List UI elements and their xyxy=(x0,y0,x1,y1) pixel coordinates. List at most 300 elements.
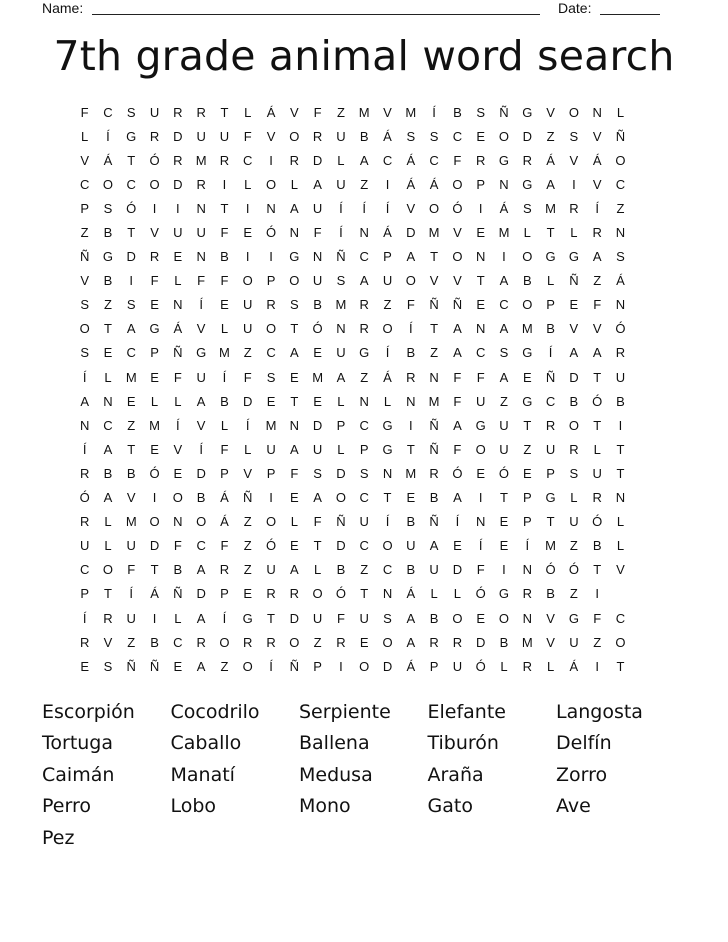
grid-letter[interactable]: C xyxy=(243,152,253,168)
grid-letter[interactable]: Z xyxy=(80,225,89,241)
grid-letter[interactable]: C xyxy=(382,152,393,168)
grid-letter[interactable]: Ñ xyxy=(126,658,136,674)
grid-letter[interactable]: F xyxy=(453,441,462,457)
grid-letter[interactable]: I xyxy=(595,586,599,602)
grid-letter[interactable]: Ó xyxy=(312,321,323,337)
grid-letter[interactable]: I xyxy=(478,490,483,506)
grid-letter[interactable]: R xyxy=(149,128,160,144)
grid-letter[interactable]: T xyxy=(267,610,275,626)
grid-letter[interactable]: C xyxy=(266,345,276,361)
grid-letter[interactable]: N xyxy=(196,200,206,216)
grid-letter[interactable]: D xyxy=(336,465,346,481)
grid-letter[interactable]: T xyxy=(476,273,485,289)
grid-letter[interactable]: R xyxy=(522,586,532,602)
grid-letter[interactable]: B xyxy=(522,273,532,289)
grid-letter[interactable]: L xyxy=(500,658,508,674)
grid-letter[interactable]: Í xyxy=(269,658,273,674)
grid-letter[interactable]: R xyxy=(592,490,602,506)
grid-letter[interactable]: U xyxy=(196,225,206,241)
grid-letter[interactable]: R xyxy=(359,297,369,313)
grid-letter[interactable]: D xyxy=(149,538,160,554)
grid-letter[interactable]: E xyxy=(150,297,159,313)
grid-letter[interactable]: Z xyxy=(313,634,322,650)
grid-letter[interactable]: F xyxy=(593,297,602,313)
grid-letter[interactable]: G xyxy=(196,345,207,361)
grid-letter[interactable]: T xyxy=(523,417,532,433)
grid-letter[interactable]: E xyxy=(499,538,509,554)
grid-letter[interactable]: O xyxy=(79,321,90,337)
grid-letter[interactable]: R xyxy=(79,465,90,481)
grid-letter[interactable]: L xyxy=(104,369,112,385)
grid-letter[interactable]: M xyxy=(405,465,417,481)
grid-letter[interactable]: C xyxy=(79,176,90,192)
grid-letter[interactable]: Z xyxy=(546,128,555,144)
grid-letter[interactable]: U xyxy=(219,128,230,144)
grid-letter[interactable]: P xyxy=(313,658,322,674)
grid-letter[interactable]: E xyxy=(173,465,183,481)
grid-letter[interactable]: E xyxy=(220,297,229,313)
grid-letter[interactable]: O xyxy=(289,273,300,289)
grid-letter[interactable]: R xyxy=(173,152,183,168)
grid-letter[interactable]: I xyxy=(572,176,576,192)
grid-letter[interactable]: Ó xyxy=(149,465,160,481)
grid-letter[interactable]: U xyxy=(149,104,160,120)
grid-letter[interactable]: G xyxy=(522,104,533,120)
grid-letter[interactable]: N xyxy=(266,200,276,216)
grid-letter[interactable]: T xyxy=(593,369,602,385)
grid-letter[interactable]: Z xyxy=(127,417,136,433)
grid-letter[interactable]: Ñ xyxy=(569,273,579,289)
grid-letter[interactable]: B xyxy=(546,586,555,602)
grid-letter[interactable]: I xyxy=(152,490,157,506)
grid-letter[interactable]: G xyxy=(289,249,300,265)
grid-letter[interactable]: G xyxy=(545,249,556,265)
grid-letter[interactable]: G xyxy=(382,417,393,433)
grid-letter[interactable]: B xyxy=(592,538,602,554)
grid-letter[interactable]: P xyxy=(150,345,159,361)
grid-letter[interactable]: S xyxy=(80,345,89,361)
grid-letter[interactable]: R xyxy=(103,610,113,626)
grid-letter[interactable]: U xyxy=(126,610,136,626)
grid-letter[interactable]: I xyxy=(408,417,413,433)
grid-letter[interactable]: R xyxy=(79,634,90,650)
grid-letter[interactable]: C xyxy=(103,104,113,120)
grid-letter[interactable]: U xyxy=(312,273,323,289)
grid-letter[interactable]: R xyxy=(219,152,230,168)
grid-letter[interactable]: I xyxy=(339,658,343,674)
grid-letter[interactable]: B xyxy=(359,128,369,144)
grid-letter[interactable]: A xyxy=(289,441,299,457)
grid-letter[interactable]: O xyxy=(382,634,393,650)
grid-letter[interactable]: E xyxy=(476,128,486,144)
grid-letter[interactable]: U xyxy=(452,658,463,674)
grid-letter[interactable]: N xyxy=(336,321,346,337)
grid-letter[interactable]: T xyxy=(127,441,136,457)
grid-letter[interactable]: M xyxy=(312,369,324,385)
grid-letter[interactable]: V xyxy=(592,176,602,192)
grid-letter[interactable]: F xyxy=(406,297,415,313)
grid-letter[interactable]: T xyxy=(383,490,392,506)
grid-letter[interactable]: M xyxy=(545,200,556,216)
grid-letter[interactable]: R xyxy=(289,586,300,602)
grid-letter[interactable]: F xyxy=(220,538,229,554)
grid-letter[interactable]: N xyxy=(476,321,486,337)
grid-letter[interactable]: L xyxy=(290,176,298,192)
grid-letter[interactable]: L xyxy=(244,104,252,120)
grid-letter[interactable]: A xyxy=(289,200,299,216)
grid-letter[interactable]: R xyxy=(266,586,276,602)
grid-letter[interactable]: L xyxy=(150,393,159,409)
grid-letter[interactable]: E xyxy=(522,465,532,481)
grid-letter[interactable]: U xyxy=(196,369,206,385)
grid-letter[interactable]: N xyxy=(289,417,300,433)
grid-letter[interactable]: C xyxy=(359,538,369,554)
grid-letter[interactable]: U xyxy=(359,514,369,530)
grid-letter[interactable]: Á xyxy=(383,369,392,385)
grid-letter[interactable]: R xyxy=(196,104,206,120)
grid-letter[interactable]: B xyxy=(173,562,183,578)
grid-letter[interactable]: D xyxy=(173,128,183,144)
grid-letter[interactable]: L xyxy=(523,225,531,241)
grid-letter[interactable]: O xyxy=(429,200,440,216)
grid-letter[interactable]: B xyxy=(103,273,113,289)
grid-letter[interactable]: O xyxy=(335,490,346,506)
grid-letter[interactable]: S xyxy=(313,465,322,481)
grid-letter[interactable]: Z xyxy=(127,634,136,650)
grid-letter[interactable]: L xyxy=(174,273,182,289)
grid-letter[interactable]: Z xyxy=(430,345,439,361)
grid-letter[interactable]: Á xyxy=(220,490,229,506)
grid-letter[interactable]: M xyxy=(498,225,510,241)
grid-letter[interactable]: G xyxy=(498,586,510,602)
grid-letter[interactable]: N xyxy=(359,393,369,409)
grid-letter[interactable]: R xyxy=(79,514,90,530)
grid-letter[interactable]: R xyxy=(569,200,579,216)
grid-letter[interactable]: U xyxy=(499,417,509,433)
grid-letter[interactable]: F xyxy=(220,441,229,457)
grid-letter[interactable]: F xyxy=(453,152,462,168)
grid-letter[interactable]: O xyxy=(475,441,486,457)
grid-letter[interactable]: Ñ xyxy=(429,514,439,530)
grid-letter[interactable]: Ó xyxy=(265,538,277,554)
grid-letter[interactable]: Ñ xyxy=(429,417,439,433)
grid-letter[interactable]: F xyxy=(173,538,182,554)
grid-letter[interactable]: Í xyxy=(339,225,343,241)
grid-letter[interactable]: A xyxy=(359,273,369,289)
grid-letter[interactable]: Í xyxy=(82,610,87,626)
grid-letter[interactable]: A xyxy=(453,490,462,506)
grid-letter[interactable]: P xyxy=(522,514,532,530)
grid-letter[interactable]: Í xyxy=(432,104,436,120)
grid-letter[interactable]: Ó xyxy=(545,562,556,578)
grid-letter[interactable]: S xyxy=(103,200,113,216)
grid-letter[interactable]: L xyxy=(220,417,229,433)
grid-letter[interactable]: T xyxy=(220,104,229,120)
grid-letter[interactable]: P xyxy=(336,417,346,433)
grid-letter[interactable]: B xyxy=(429,610,439,626)
grid-letter[interactable]: O xyxy=(498,128,510,144)
grid-letter[interactable]: L xyxy=(616,104,625,120)
grid-letter[interactable]: Z xyxy=(243,514,252,530)
grid-letter[interactable]: R xyxy=(592,225,602,241)
grid-letter[interactable]: B xyxy=(546,321,555,337)
grid-letter[interactable]: B xyxy=(126,465,136,481)
grid-letter[interactable]: C xyxy=(429,152,439,168)
grid-letter[interactable]: F xyxy=(593,610,602,626)
grid-letter[interactable]: M xyxy=(358,104,370,120)
grid-letter[interactable]: E xyxy=(243,225,253,241)
grid-letter[interactable]: V xyxy=(196,417,206,433)
grid-letter[interactable]: C xyxy=(545,393,556,409)
grid-letter[interactable]: S xyxy=(336,273,346,289)
grid-letter[interactable]: P xyxy=(220,586,229,602)
grid-letter[interactable]: A xyxy=(313,176,322,192)
grid-letter[interactable]: A xyxy=(406,610,416,626)
grid-letter[interactable]: A xyxy=(429,538,439,554)
grid-letter[interactable]: T xyxy=(406,441,415,457)
grid-letter[interactable]: V xyxy=(592,128,602,144)
grid-letter[interactable]: Z xyxy=(383,297,392,313)
grid-letter[interactable]: U xyxy=(592,465,602,481)
grid-letter[interactable]: A xyxy=(103,490,113,506)
grid-letter[interactable]: M xyxy=(149,417,160,433)
grid-letter[interactable]: D xyxy=(522,128,532,144)
grid-letter[interactable]: V xyxy=(383,104,392,120)
grid-letter[interactable]: M xyxy=(265,417,277,433)
grid-letter[interactable]: S xyxy=(126,297,136,313)
grid-letter[interactable]: F xyxy=(313,225,322,241)
grid-letter[interactable]: I xyxy=(222,176,227,192)
grid-letter[interactable]: Í xyxy=(595,200,599,216)
grid-letter[interactable]: B xyxy=(429,490,439,506)
grid-letter[interactable]: P xyxy=(546,465,555,481)
grid-letter[interactable]: Í xyxy=(385,200,390,216)
grid-letter[interactable]: C xyxy=(126,176,136,192)
grid-letter[interactable]: A xyxy=(406,634,416,650)
grid-letter[interactable]: R xyxy=(476,152,486,168)
grid-letter[interactable]: D xyxy=(243,393,253,409)
grid-letter[interactable]: N xyxy=(359,225,369,241)
grid-letter[interactable]: Í xyxy=(408,321,413,337)
grid-letter[interactable]: M xyxy=(125,369,137,385)
grid-letter[interactable]: L xyxy=(244,176,252,192)
grid-letter[interactable]: V xyxy=(103,634,113,650)
grid-letter[interactable]: A xyxy=(196,562,206,578)
grid-letter[interactable]: E xyxy=(359,634,369,650)
grid-letter[interactable]: A xyxy=(103,441,113,457)
grid-letter[interactable]: L xyxy=(244,441,252,457)
grid-letter[interactable]: E xyxy=(173,658,183,674)
grid-letter[interactable]: Á xyxy=(220,514,229,530)
grid-letter[interactable]: A xyxy=(453,417,462,433)
grid-letter[interactable]: A xyxy=(453,321,462,337)
grid-letter[interactable]: T xyxy=(500,490,508,506)
grid-letter[interactable]: T xyxy=(430,249,439,265)
grid-letter[interactable]: V xyxy=(453,225,462,241)
grid-letter[interactable]: M xyxy=(405,104,417,120)
grid-letter[interactable]: Á xyxy=(173,321,183,337)
grid-letter[interactable]: G xyxy=(498,152,510,168)
grid-letter[interactable]: Ñ xyxy=(173,345,183,361)
grid-letter[interactable]: Í xyxy=(455,514,460,530)
grid-letter[interactable]: D xyxy=(452,562,463,578)
grid-letter[interactable]: D xyxy=(173,176,183,192)
grid-letter[interactable]: B xyxy=(453,104,462,120)
grid-letter[interactable]: R xyxy=(312,128,323,144)
grid-letter[interactable]: Ó xyxy=(126,200,137,216)
grid-letter[interactable]: C xyxy=(359,490,369,506)
grid-letter[interactable]: G xyxy=(568,249,579,265)
grid-letter[interactable]: U xyxy=(126,538,136,554)
grid-letter[interactable]: C xyxy=(382,562,393,578)
grid-letter[interactable]: L xyxy=(570,225,578,241)
grid-letter[interactable]: M xyxy=(521,321,533,337)
grid-letter[interactable]: R xyxy=(336,634,346,650)
grid-letter[interactable]: Ñ xyxy=(429,297,439,313)
grid-letter[interactable]: Ó xyxy=(265,225,277,241)
grid-letter[interactable]: O xyxy=(172,490,183,506)
grid-letter[interactable]: L xyxy=(314,562,322,578)
grid-letter[interactable]: N xyxy=(289,225,300,241)
grid-letter[interactable]: L xyxy=(430,586,438,602)
grid-letter[interactable]: R xyxy=(615,345,626,361)
grid-letter[interactable]: Ó xyxy=(452,200,463,216)
grid-letter[interactable]: Z xyxy=(593,634,602,650)
grid-letter[interactable]: N xyxy=(173,514,183,530)
grid-letter[interactable]: C xyxy=(452,128,463,144)
grid-letter[interactable]: Í xyxy=(82,441,87,457)
grid-letter[interactable]: P xyxy=(266,465,276,481)
grid-letter[interactable]: U xyxy=(476,393,486,409)
grid-letter[interactable]: A xyxy=(289,345,299,361)
grid-letter[interactable]: T xyxy=(290,321,299,337)
grid-letter[interactable]: M xyxy=(545,538,556,554)
grid-letter[interactable]: S xyxy=(126,104,136,120)
grid-letter[interactable]: T xyxy=(616,658,625,674)
grid-letter[interactable]: V xyxy=(266,128,276,144)
grid-letter[interactable]: G xyxy=(522,345,533,361)
grid-letter[interactable]: N xyxy=(406,393,416,409)
grid-letter[interactable]: Í xyxy=(222,610,227,626)
grid-letter[interactable]: V xyxy=(569,321,579,337)
grid-letter[interactable]: F xyxy=(127,562,136,578)
grid-letter[interactable]: Z xyxy=(569,586,578,602)
grid-letter[interactable]: E xyxy=(453,538,462,554)
grid-letter[interactable]: S xyxy=(499,345,509,361)
grid-letter[interactable]: U xyxy=(429,562,439,578)
grid-letter[interactable]: Á xyxy=(150,586,159,602)
grid-letter[interactable]: L xyxy=(546,273,555,289)
grid-letter[interactable]: G xyxy=(522,176,533,192)
grid-letter[interactable]: O xyxy=(149,514,160,530)
grid-letter[interactable]: P xyxy=(476,176,486,192)
grid-letter[interactable]: O xyxy=(382,538,393,554)
grid-letter[interactable]: U xyxy=(359,610,369,626)
grid-letter[interactable]: M xyxy=(335,297,347,313)
grid-letter[interactable]: F xyxy=(290,465,299,481)
grid-letter[interactable]: V xyxy=(453,273,462,289)
grid-letter[interactable]: T xyxy=(546,514,555,530)
grid-letter[interactable]: N xyxy=(615,297,626,313)
grid-letter[interactable]: S xyxy=(266,369,276,385)
grid-letter[interactable]: F xyxy=(150,273,159,289)
grid-letter[interactable]: V xyxy=(80,273,89,289)
grid-letter[interactable]: Í xyxy=(548,345,553,361)
grid-letter[interactable]: O xyxy=(242,273,253,289)
grid-letter[interactable]: I xyxy=(176,200,180,216)
grid-letter[interactable]: I xyxy=(245,249,250,265)
grid-letter[interactable]: F xyxy=(220,225,229,241)
grid-letter[interactable]: E xyxy=(126,393,136,409)
grid-letter[interactable]: P xyxy=(220,465,229,481)
grid-letter[interactable]: A xyxy=(196,393,206,409)
grid-letter[interactable]: F xyxy=(453,393,462,409)
grid-letter[interactable]: O xyxy=(522,249,533,265)
grid-letter[interactable]: M xyxy=(521,634,533,650)
grid-letter[interactable]: N xyxy=(382,465,393,481)
grid-letter[interactable]: T xyxy=(290,393,299,409)
grid-letter[interactable]: C xyxy=(126,345,136,361)
grid-letter[interactable]: G xyxy=(242,610,253,626)
grid-letter[interactable]: Z xyxy=(569,538,578,554)
grid-letter[interactable]: V xyxy=(429,273,439,289)
grid-letter[interactable]: Ñ xyxy=(499,104,509,120)
grid-letter[interactable]: V xyxy=(150,225,159,241)
grid-letter[interactable]: L xyxy=(546,658,555,674)
grid-letter[interactable]: I xyxy=(502,562,506,578)
grid-letter[interactable]: D xyxy=(406,225,416,241)
name-line[interactable] xyxy=(92,14,540,15)
grid-letter[interactable]: T xyxy=(430,321,439,337)
grid-letter[interactable]: F xyxy=(80,104,89,120)
grid-letter[interactable]: Á xyxy=(406,586,416,602)
grid-letter[interactable]: L xyxy=(337,152,345,168)
grid-letter[interactable]: A xyxy=(196,658,206,674)
grid-letter[interactable]: T xyxy=(313,538,322,554)
grid-letter[interactable]: D xyxy=(196,465,206,481)
grid-letter[interactable]: E xyxy=(289,490,299,506)
grid-letter[interactable]: C xyxy=(499,297,509,313)
grid-letter[interactable]: B xyxy=(196,490,206,506)
grid-letter[interactable]: N xyxy=(522,610,532,626)
grid-letter[interactable]: P xyxy=(383,249,392,265)
grid-letter[interactable]: F xyxy=(336,610,345,626)
grid-letter[interactable]: Ñ xyxy=(79,249,90,265)
grid-letter[interactable]: N xyxy=(615,225,626,241)
grid-letter[interactable]: O xyxy=(102,562,113,578)
grid-letter[interactable]: I xyxy=(129,273,134,289)
grid-letter[interactable]: M xyxy=(219,345,230,361)
grid-letter[interactable]: R xyxy=(196,634,206,650)
grid-letter[interactable]: B xyxy=(499,634,509,650)
grid-letter[interactable]: C xyxy=(173,634,183,650)
grid-letter[interactable]: U xyxy=(569,514,579,530)
grid-letter[interactable]: R xyxy=(429,634,439,650)
grid-letter[interactable]: Í xyxy=(385,345,390,361)
grid-letter[interactable]: T xyxy=(360,586,369,602)
grid-letter[interactable]: V xyxy=(546,610,555,626)
grid-letter[interactable]: F xyxy=(313,104,322,120)
grid-letter[interactable]: G xyxy=(149,321,160,337)
grid-letter[interactable]: L xyxy=(290,514,298,530)
grid-letter[interactable]: U xyxy=(615,369,626,385)
grid-letter[interactable]: R xyxy=(173,104,183,120)
grid-letter[interactable]: S xyxy=(429,128,439,144)
grid-letter[interactable]: N xyxy=(429,369,439,385)
grid-letter[interactable]: L xyxy=(337,393,345,409)
grid-letter[interactable]: L xyxy=(593,441,601,457)
grid-letter[interactable]: I xyxy=(269,490,273,506)
